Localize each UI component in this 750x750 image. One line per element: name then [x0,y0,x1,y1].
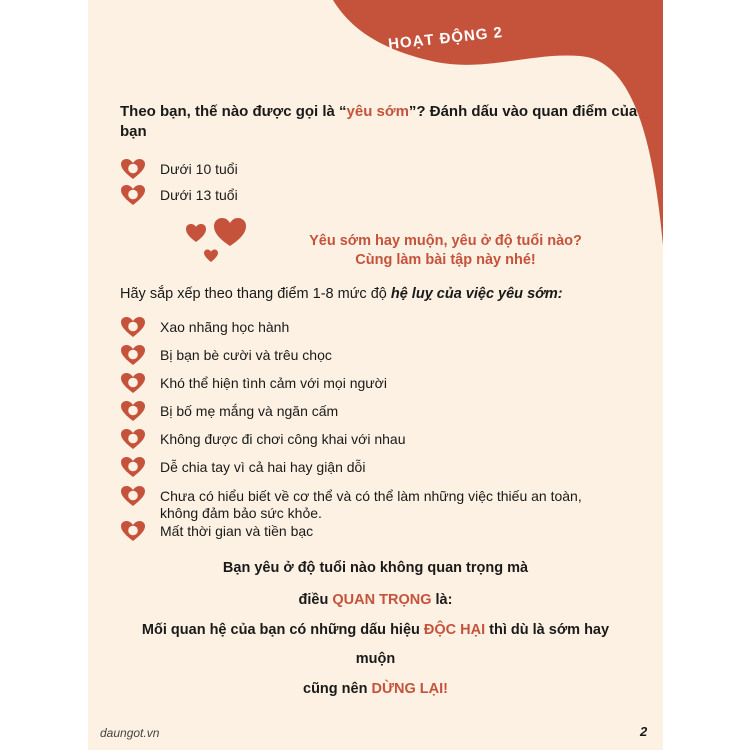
page-number: 2 [640,724,648,739]
consequence-label: Không được đi chơi công khai với nhau [160,431,406,447]
subtitle [88,232,663,270]
subtitle-line-2: Cùng làm bài tập này nhé! [355,252,536,268]
heart-checkbox-icon[interactable] [120,520,146,542]
conclusion-line-5: cũng nên DỪNG LẠI! [303,681,448,697]
heart-checkbox-icon[interactable] [120,456,146,478]
conclusion-line-2: điều QUAN TRỌNG là: [298,592,453,608]
age-option[interactable] [120,187,238,206]
consequence-label: Khó thể hiện tình cảm với mọi người [160,375,387,391]
heart-checkbox-icon[interactable] [120,316,146,338]
subtitle-line-1: Yêu sớm hay muộn, yêu ở độ tuổi nào? [309,233,582,249]
activity-title: HOẠT ĐỘNG 2 [387,24,504,53]
age-option-label: Dưới 13 tuổi [160,187,238,203]
conclusion-line-4: muộn [355,651,396,667]
consequence-item[interactable] [120,347,332,366]
consequence-item[interactable] [120,488,590,522]
consequence-item[interactable] [120,431,406,450]
heart-checkbox-icon[interactable] [120,372,146,394]
heart-checkbox-icon[interactable] [120,184,146,206]
heart-checkbox-icon[interactable] [120,158,146,180]
consequence-label: Chưa có hiểu biết về cơ thể và có thể làm những việc thiếu an toàn, không đảm bảo sức khỏe. [160,488,582,521]
conclusion-line-1: Bạn yêu ở độ tuổi nào không quan trọng mà [222,560,529,576]
consequence-item[interactable] [120,459,365,478]
heart-checkbox-icon[interactable] [120,485,146,507]
question: Theo bạn, thế nào được gọi là “yêu sớm”? Đánh dấu vào quan điểm của bạn [120,103,638,140]
age-option-label: Dưới 10 tuổi [160,161,238,177]
heart-checkbox-icon[interactable] [120,400,146,422]
consequence-item[interactable] [120,375,387,394]
heart-checkbox-icon[interactable] [120,344,146,366]
footer-site[interactable]: daungot.vn [100,726,160,740]
consequence-label: Dễ chia tay vì cả hai hay giận dỗi [160,459,366,475]
heart-checkbox-icon[interactable] [120,428,146,450]
consequence-item[interactable] [120,523,313,542]
consequence-label: Bị bạn bè cười và trêu chọc [160,347,332,363]
instruction: Hãy sắp xếp theo thang điểm 1-8 mức độ hệ luỵ của việc yêu sớm: [120,286,563,302]
age-option[interactable] [120,161,238,180]
consequence-label: Bị bố mẹ mắng và ngăn cấm [160,403,339,419]
consequence-item[interactable] [120,319,289,338]
consequence-label: Xao nhãng học hành [160,319,290,335]
consequence-label: Mất thời gian và tiền bạc [160,523,314,539]
page [88,0,663,750]
consequence-item[interactable] [120,403,338,422]
conclusion-line-3: Mối quan hệ của bạn có những dấu hiệu ĐỘC HẠI thì dù là sớm hay [141,622,610,638]
